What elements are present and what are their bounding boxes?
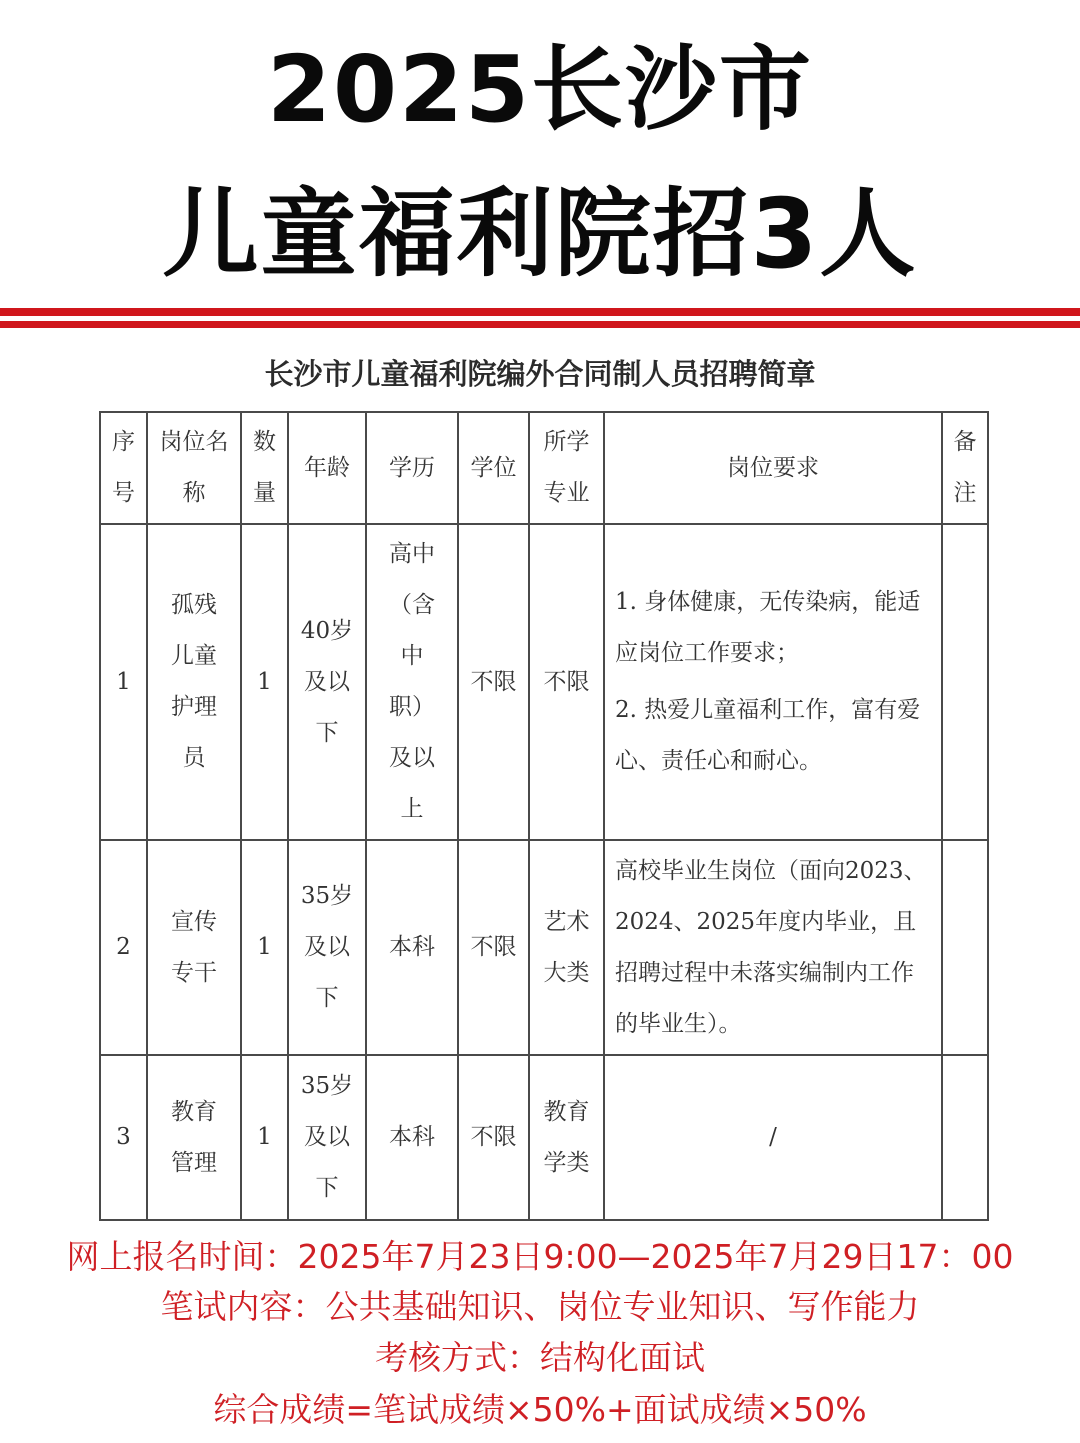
cell-age: 35岁及以下 bbox=[288, 840, 366, 1055]
header-education: 学历 bbox=[366, 412, 458, 524]
headline-line-1: 2025长沙市 bbox=[266, 36, 814, 143]
cell-major: 不限 bbox=[529, 524, 604, 840]
assessment-method: 考核方式：结构化面试 bbox=[375, 1338, 705, 1377]
header-requirements: 岗位要求 bbox=[604, 412, 942, 524]
cell-major: 艺术大类 bbox=[529, 840, 604, 1055]
header-position: 岗位名称 bbox=[147, 412, 241, 524]
cell-count: 1 bbox=[241, 524, 288, 840]
cell-remarks bbox=[942, 524, 988, 840]
cell-remarks bbox=[942, 1055, 988, 1220]
cell-education: 本科 bbox=[366, 840, 458, 1055]
cell-age: 35岁及以下 bbox=[288, 1055, 366, 1220]
cell-degree: 不限 bbox=[458, 840, 529, 1055]
cell-requirements: / bbox=[604, 1055, 942, 1220]
header-remarks: 备注 bbox=[942, 412, 988, 524]
header-age: 年龄 bbox=[288, 412, 366, 524]
cell-degree: 不限 bbox=[458, 524, 529, 840]
red-divider-top bbox=[0, 308, 1080, 316]
cell-requirements: 高校毕业生岗位（面向2023、2024、2025年度内毕业，且招聘过程中未落实编制内工作的毕业生）。 bbox=[604, 840, 942, 1055]
headline-line-2: 儿童福利院招3人 bbox=[162, 178, 918, 290]
cell-position: 宣传专干 bbox=[147, 840, 241, 1055]
cell-requirements bbox=[604, 524, 942, 840]
recruitment-table bbox=[99, 411, 989, 1221]
written-exam-content: 笔试内容：公共基础知识、岗位专业知识、写作能力 bbox=[160, 1287, 920, 1326]
table-row bbox=[100, 840, 988, 1055]
registration-time: 网上报名时间：2025年7月23日9:00—2025年7月29日17：00 bbox=[66, 1237, 1014, 1276]
requirement-item: 2. 热爱儿童福利工作，富有爱心、责任心和耐心。 bbox=[615, 697, 921, 774]
cell-major: 教育学类 bbox=[529, 1055, 604, 1220]
cell-seq: 2 bbox=[100, 840, 147, 1055]
header-major: 所学专业 bbox=[529, 412, 604, 524]
red-divider-bottom bbox=[0, 321, 1080, 328]
cell-remarks bbox=[942, 840, 988, 1055]
cell-position: 教育管理 bbox=[147, 1055, 241, 1220]
header-degree: 学位 bbox=[458, 412, 529, 524]
document-title: 长沙市儿童福利院编外合同制人员招聘简章 bbox=[264, 357, 816, 391]
cell-count: 1 bbox=[241, 840, 288, 1055]
cell-count: 1 bbox=[241, 1055, 288, 1220]
header-seq: 序号 bbox=[100, 412, 147, 524]
requirement-item: 1. 身体健康，无传染病，能适应岗位工作要求； bbox=[615, 589, 921, 666]
score-formula: 综合成绩=笔试成绩×50%+面试成绩×50% bbox=[213, 1390, 867, 1429]
cell-seq: 3 bbox=[100, 1055, 147, 1220]
table-header-row bbox=[100, 412, 988, 524]
cell-education: 本科 bbox=[366, 1055, 458, 1220]
cell-seq: 1 bbox=[100, 524, 147, 840]
table-row bbox=[100, 1055, 988, 1220]
cell-education: 高中（含中职）及以上 bbox=[366, 524, 458, 840]
cell-age: 40岁及以下 bbox=[288, 524, 366, 840]
table-row bbox=[100, 524, 988, 840]
cell-position: 孤残儿童护理员 bbox=[147, 524, 241, 840]
cell-degree: 不限 bbox=[458, 1055, 529, 1220]
header-count: 数量 bbox=[241, 412, 288, 524]
